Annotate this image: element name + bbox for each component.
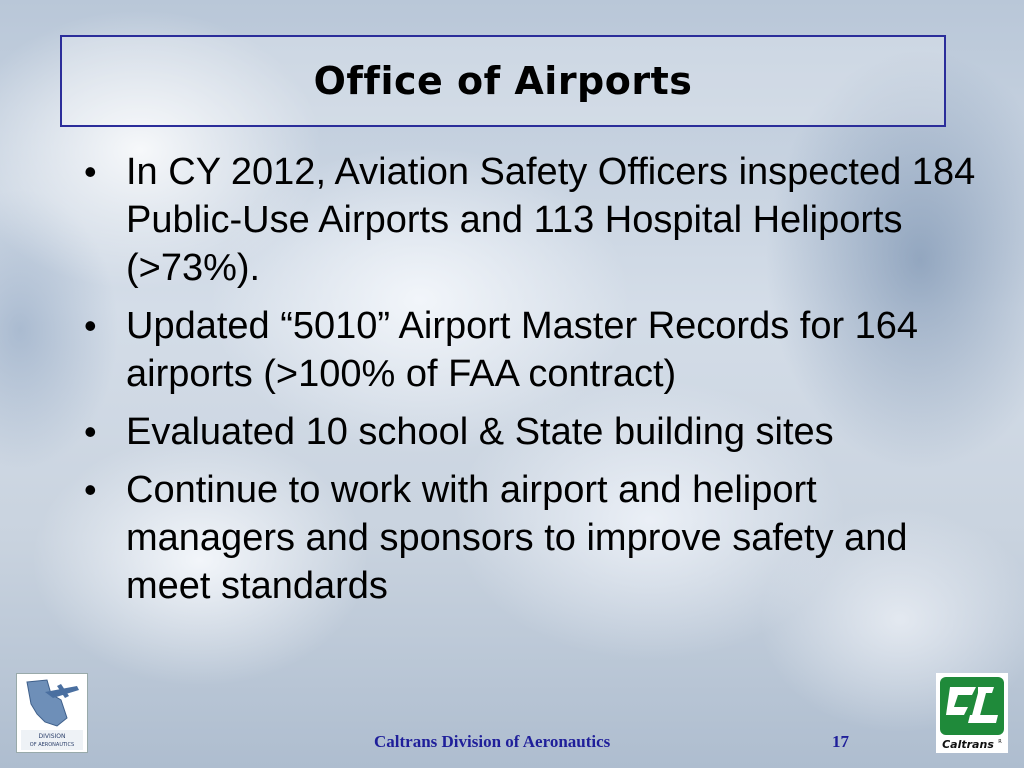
caltrans-emblem-icon [936,673,1008,753]
bullet-item [82,408,982,456]
division-of-aeronautics-logo [16,673,88,753]
logo-text-line: OF AERONAUTICS [29,742,75,748]
bullet-icon: • [84,469,97,510]
bullet-icon: • [84,305,97,346]
slide-title: Office of Airports [313,59,693,103]
bullet-item [82,466,982,610]
bullet-list [82,148,982,620]
title-box [60,35,946,127]
bullet-text: Evaluated 10 school & State building sites [126,411,834,453]
bullet-text: In CY 2012, Aviation Safety Officers inspected 184 Public-Use Airports and 113 Hospital Heliports (>73%). [126,151,976,289]
bullet-item [82,148,982,292]
logo-text-line: DIVISION [38,733,66,740]
caltrans-wordmark: Caltrans [942,738,994,751]
bullet-text: Updated “5010” Airport Master Records for 164 airports (>100% of FAA contract) [126,305,919,395]
footer-organization: Caltrans Division of Aeronautics [374,732,611,751]
aeronautics-emblem-icon [17,674,87,752]
bullet-item [82,302,982,398]
caltrans-logo [936,673,1008,753]
bullet-icon: • [84,151,97,192]
bullet-icon: • [84,411,97,452]
bullet-text: Continue to work with airport and heliport managers and sponsors to improve safety and meet standards [126,469,908,607]
page-number: 17 [832,732,849,751]
registered-mark-icon: R [998,739,1002,745]
